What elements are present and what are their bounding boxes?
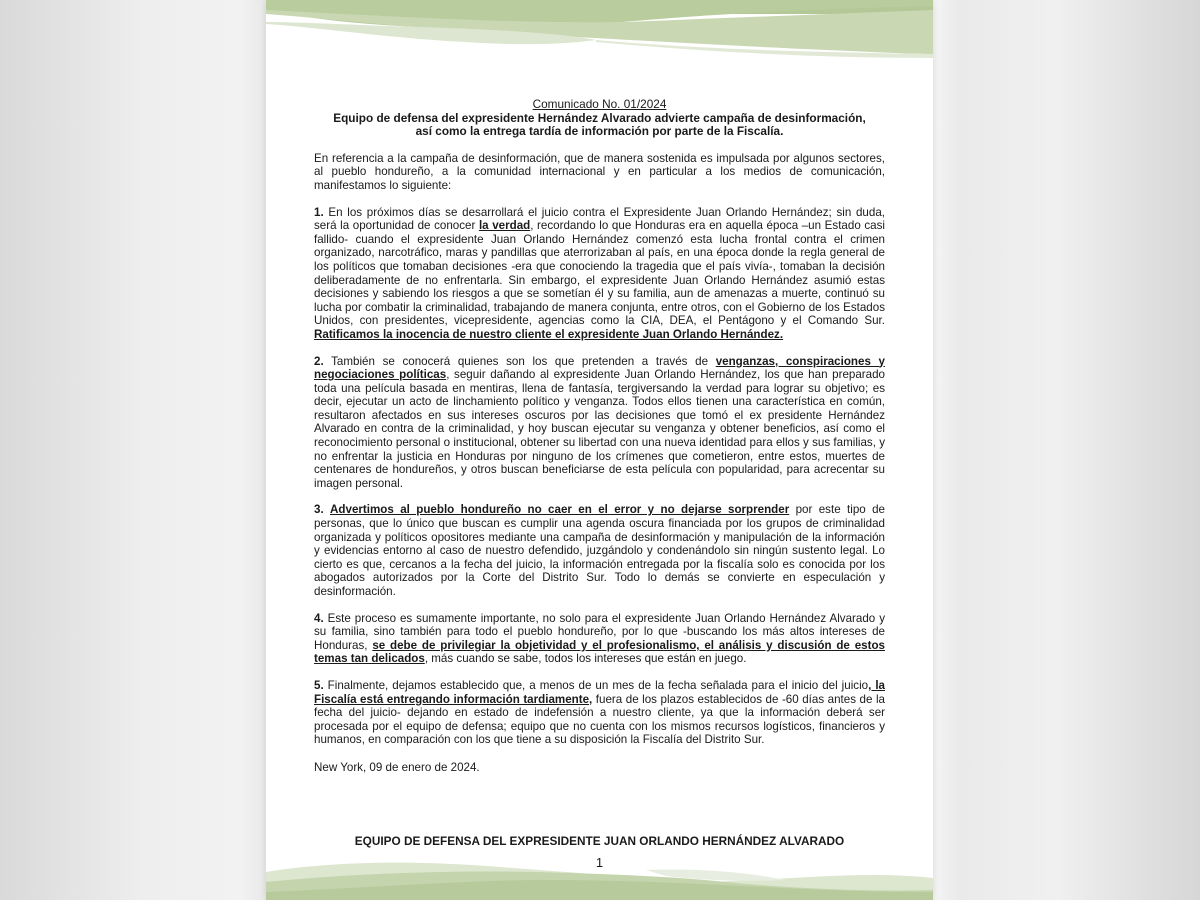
point-text: , seguir dañando al expresidente Juan Orlando Hernández, los que han preparado toda una película basada en mentiras, llena de fantasía, tergiversando la verdad para lograr su objetivo; es decir, ejecutar un acto de linchamiento político y venganza. Todos ellos tienen una característica en común, resultaron afectados en sus intereses oscuros por las decisiones que tomó el ex presidente Hernández Alvarado en contra de la criminalidad, y hoy buscan ejecutar su venganza y obtener beneficios, así como el reconocimiento personal o institucional, obtener su libertad con una nueva identidad para ellos y sus familias, y no enfrentar la justicia en Honduras por ninguno de los crímenes que cometieron, entre estos, muertes de centenares de hondureños, y otros buscan beneficiarse de esta película con popularidad, para acrecentar su imagen personal.	[314, 368, 885, 490]
point-text: También se conocerá quienes son los que pretenden a través de	[323, 354, 716, 368]
document-title-line-2: así como la entrega tardía de información por parte de la Fiscalía.	[415, 124, 784, 139]
point-number: 3.	[314, 503, 324, 517]
point-2	[314, 355, 885, 491]
point-number: 2.	[314, 354, 324, 368]
point-emphasis: Advertimos al pueblo hondureño no caer en el error y no dejarse sorprender	[330, 503, 790, 517]
point-emphasis: , la Fiscalía está entregando información tardiamente,	[314, 678, 885, 706]
point-text: En los próximos días se desarrollará el juicio contra el Expresidente Juan Orlando Hernández; sin duda, será la oportunidad de conocer	[314, 205, 885, 233]
top-wave-decoration	[266, 0, 933, 60]
communique-number: Comunicado No. 01/2024	[532, 97, 667, 111]
intro-paragraph: En referencia a la campaña de desinformación, que de manera sostenida es impulsada por algunos sectores, al pueblo hondureño, a la comunidad internacional y en particular a los medios de comunicación, manifestamos lo siguiente:	[314, 151, 885, 192]
document-header	[314, 98, 885, 139]
point-emphasis: se debe de privilegiar la objetividad y el profesionalismo, el análisis y discusión de estos temas tan delicados	[314, 638, 885, 666]
point-emphasis: la verdad	[478, 219, 531, 233]
document-page	[266, 0, 933, 900]
point-emphasis: Ratificamos la inocencia de nuestro cliente el expresidente Juan Orlando Hernández.	[314, 327, 784, 341]
point-text: fuera de los plazos establecidos de -60 días antes de la fecha del juicio- dejando en estado de indefensión a nuestro cliente, ya que la información deberá ser procesada por el equipo de defensa; equipo que no cuenta con los mismos recursos logísticos, financieros y humanos, en comparación con los que tiene a su disposición la Fiscalía del Distrito Sur.	[314, 692, 885, 747]
document-body	[314, 98, 885, 775]
point-number: 5.	[314, 678, 324, 692]
point-text: , más cuando se sabe, todos los intereses que están en juego.	[424, 652, 747, 666]
point-1	[314, 206, 885, 342]
point-number: 4.	[314, 611, 324, 625]
point-emphasis: venganzas, conspiraciones y negociaciones políticas	[314, 354, 885, 382]
point-text: Finalmente, dejamos establecido que, a menos de un mes de la fecha señalada para el inicio del juicio	[323, 678, 869, 692]
signature: EQUIPO DE DEFENSA DEL EXPRESIDENTE JUAN ORLANDO HERNÁNDEZ ALVARADO	[354, 834, 845, 848]
point-5	[314, 679, 885, 747]
point-text: Este proceso es sumamente importante, no solo para el expresidente Juan Orlando Hernández Alvarado y su familia, sino también para todo el pueblo hondureño, por lo que -buscando los más altos intereses de Honduras,	[314, 611, 885, 652]
point-number: 1.	[314, 205, 324, 219]
page-number: 1	[595, 855, 604, 870]
place-and-date: New York, 09 de enero de 2024.	[314, 760, 480, 774]
point-text: por este tipo de personas, que lo único que buscan es cumplir una agenda oscura financiada por los grupos de criminalidad organizada y políticos opositores mediante una campaña de desinformación y manipulación de la información y evidencias entorno al caso de nuestro defendido, juzgándolo y condenándolo sin ningún sustento legal. Lo cierto es que, cercanos a la fecha del juicio, la información entregada por la fiscalía solo es conocida por los abogados autorizados por la Corte del Distrito Sur. Todo lo demás se convierte en especulación y desinformación.	[314, 503, 885, 598]
point-4	[314, 612, 885, 666]
point-3	[314, 503, 885, 598]
point-text: , recordando lo que Honduras era en aquella época –un Estado casi fallido- cuando el expresidente Juan Orlando Hernández comenzó esta lucha frontal contra el crimen organizado, narcotráfico, maras y pandillas que aterrorizaban al país, en una época donde la regla general de los políticos que tomaban decisiones -era que conociendo la tragedia que el país vivía-, tomaban la decisión deliberadamente de no enfrentarla. Sin embargo, el expresidente Juan Orlando Hernández asumió estas decisiones y sabiendo los riesgos a que se sometían él y su familia, aun de amenazas a muerte, continuó su lucha por combatir la criminalidad, trabajando de manera conjunta, entre otros, con el Gobierno de los Estados Unidos, con presidentes, vicepresidente, agencias como la CIA, DEA, el Pentágono y el Comando Sur.	[314, 219, 885, 328]
document-title-line-1: Equipo de defensa del expresidente Hernández Alvarado advierte campaña de desinformación,	[333, 110, 866, 125]
